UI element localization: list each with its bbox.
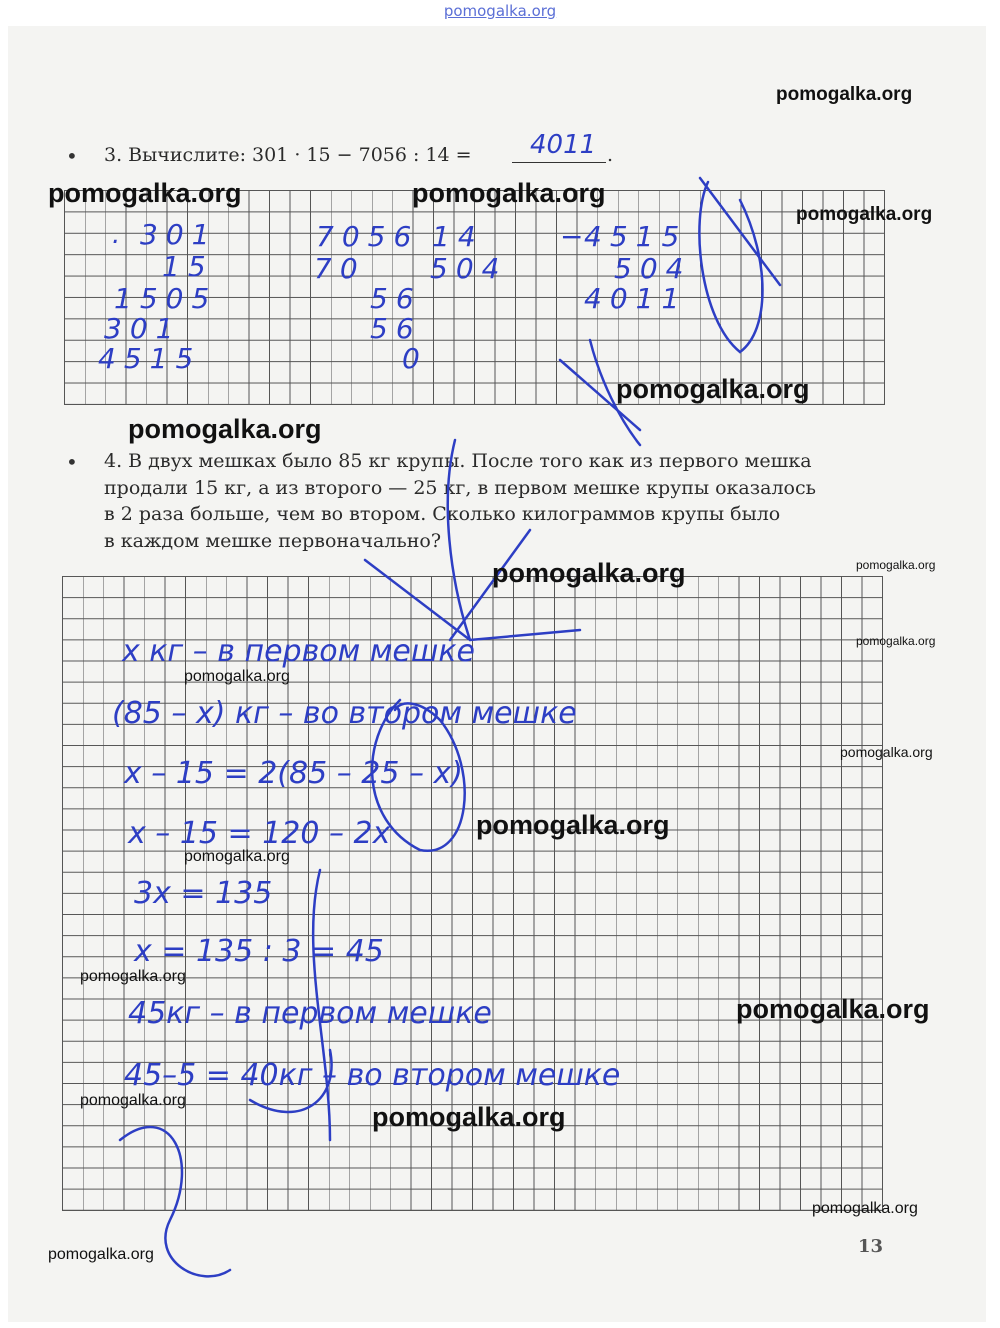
watermark-6: pomogalka.org <box>128 414 322 444</box>
solution-line-7: 45кг – в первом мешке <box>128 996 492 1031</box>
watermark-4: pomogalka.org <box>796 204 933 225</box>
div-r1: 56 <box>370 282 422 315</box>
sub-a: 4515 <box>584 220 688 253</box>
watermark-10: pomogalka.org <box>184 668 290 685</box>
sub-b: 504 <box>614 252 692 285</box>
watermark-11: pomogalka.org <box>840 744 933 760</box>
watermark-12: pomogalka.org <box>476 810 670 840</box>
watermark-8: pomogalka.org <box>856 558 936 572</box>
watermark-16: pomogalka.org <box>80 1092 186 1109</box>
sub-result: 4011 <box>584 282 688 315</box>
solution-line-6: x = 135 : 3 = 45 <box>134 934 384 969</box>
page-number: 13 <box>858 1236 884 1257</box>
solution-line-1: x кг – в первом мешке <box>122 634 475 669</box>
site-link-top[interactable]: pomogalka.org <box>443 2 557 20</box>
task3-bullet: • <box>66 144 78 168</box>
mult-sign: . <box>112 220 121 250</box>
task4-text: 4. В двух мешках было 85 кг крупы. После того как из первого мешка продали 15 кг, а из второго — 25 кг, в первом мешке крупы оказалось в 2 раза больше, чем во втором. Сколько килограммов крупы было в каждом мешке первоначально? <box>104 450 816 552</box>
mult-p1: 1505 <box>114 282 218 315</box>
watermark-15: pomogalka.org <box>736 994 930 1024</box>
solution-line-2: (85 – x) кг – во втором мешке <box>112 696 577 731</box>
watermark-14: pomogalka.org <box>80 968 186 985</box>
task3-answer: 4011 <box>530 130 597 160</box>
div-s1: 70 <box>314 252 366 285</box>
watermark-18: pomogalka.org <box>812 1200 918 1217</box>
watermark-1: pomogalka.org <box>776 84 913 105</box>
div-quotient: 504 <box>430 252 508 285</box>
watermark-19: pomogalka.org <box>48 1246 154 1263</box>
div-divisor: 14 <box>432 220 484 253</box>
mult-a: 301 <box>140 218 218 251</box>
mult-p2: 301 <box>104 312 182 345</box>
div-s2: 56 <box>370 312 422 345</box>
task3-end: . <box>607 144 614 166</box>
task3-text: 3. Вычислите: 301 · 15 − 7056 : 14 = <box>104 144 472 166</box>
watermark-13: pomogalka.org <box>184 848 290 865</box>
watermark-17: pomogalka.org <box>372 1102 566 1132</box>
solution-line-8: 45–5 = 40кг – во втором мешке <box>124 1058 621 1093</box>
solution-line-5: 3x = 135 <box>134 876 273 911</box>
watermark-7: pomogalka.org <box>492 558 686 588</box>
div-r2: 0 <box>402 342 420 375</box>
mult-result: 4515 <box>98 342 202 375</box>
solution-line-4: x – 15 = 120 – 2x <box>128 816 391 851</box>
mult-b: 15 <box>162 250 214 283</box>
solution-line-3: x – 15 = 2(85 – 25 – x) <box>124 756 463 791</box>
watermark-9: pomogalka.org <box>856 634 936 648</box>
watermark-2: pomogalka.org <box>48 178 242 208</box>
watermark-3: pomogalka.org <box>412 178 606 208</box>
task4-bullet: • <box>66 450 78 474</box>
div-dividend: 7056 <box>316 220 420 253</box>
watermark-5: pomogalka.org <box>616 374 810 404</box>
sub-sign: − <box>560 220 584 253</box>
